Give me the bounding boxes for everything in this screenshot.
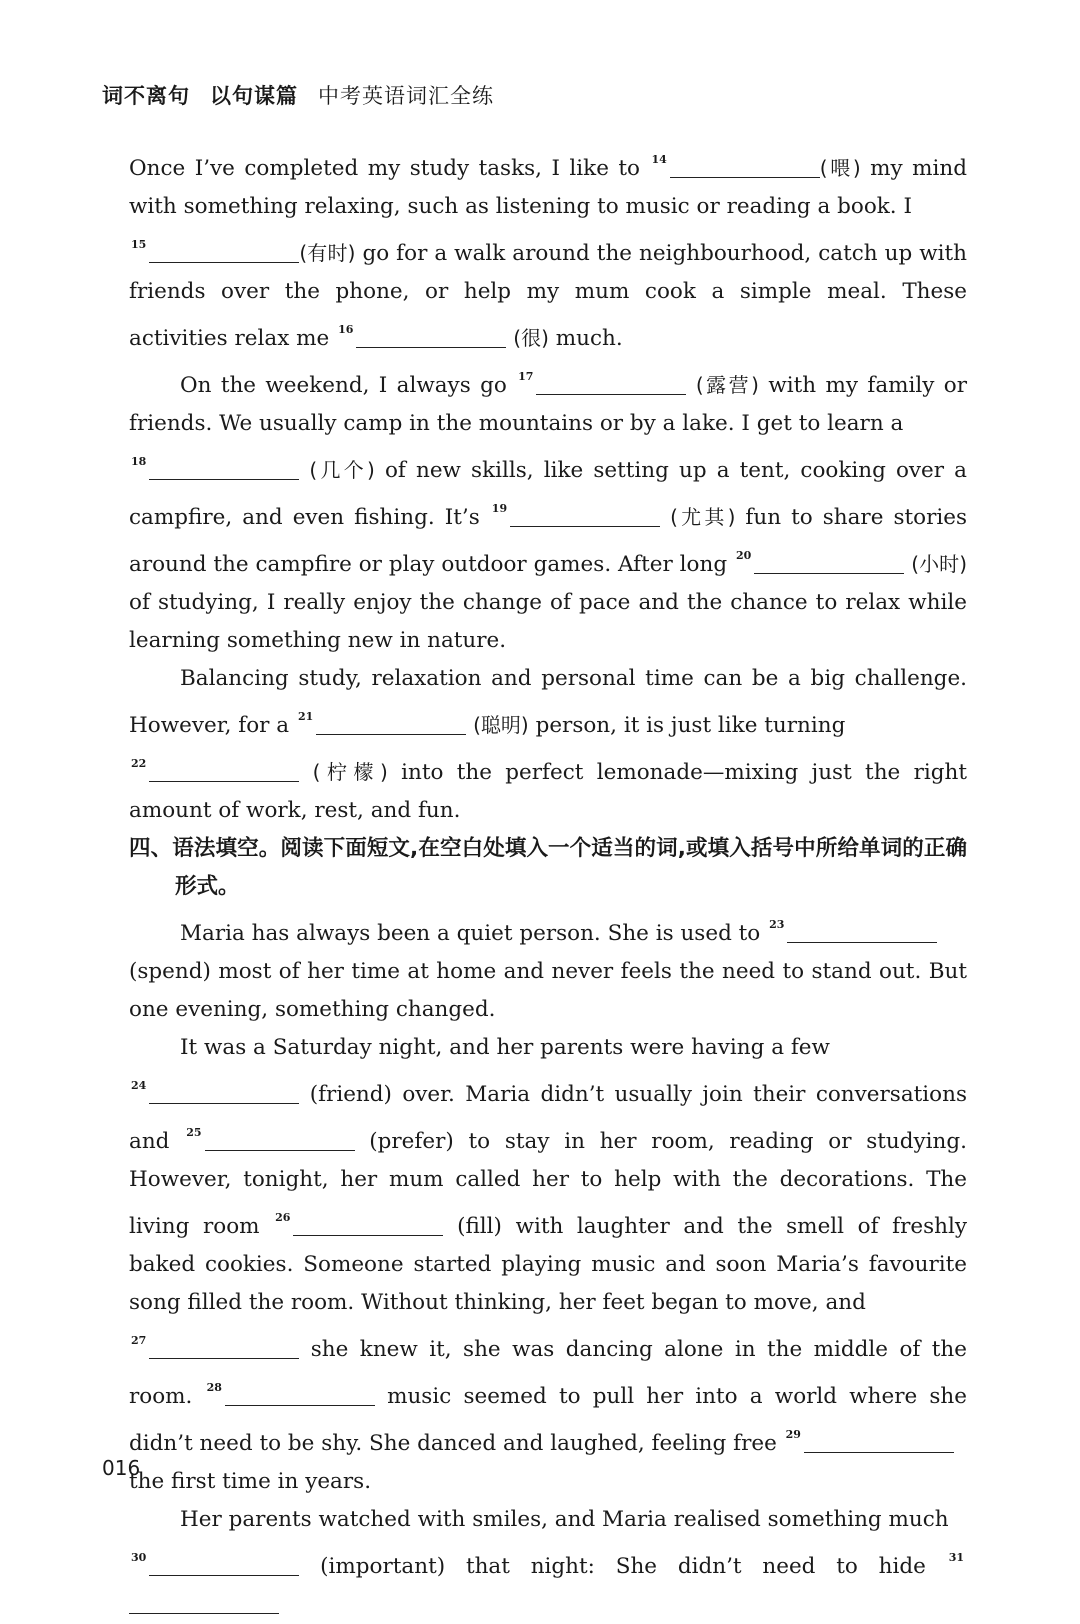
answer-blank-24[interactable] [149, 1079, 299, 1104]
blank-number-25: 25 [186, 1126, 202, 1139]
answer-blank-16[interactable] [356, 323, 506, 348]
text-run: Once I’ve completed my study tasks, I like to [129, 156, 640, 181]
text-run: with laughter and the smell of freshly baked cookies. Someone started playing music and soon Maria’s favourite song filled the room. Without thinking, her feet began to move, and [129, 1214, 967, 1315]
hint-30: (important) [320, 1554, 446, 1579]
answer-blank-29[interactable] [804, 1428, 954, 1453]
text-run: to stay in her room, reading or studying. However, tonight, her mum called her to help with the decorations. The living room [129, 1129, 967, 1239]
text-run: most of her time at home and never feels the need to stand out. But one evening, something changed. [129, 959, 967, 1022]
blank-number-15: 15 [131, 238, 147, 251]
hint-16: (很) [513, 326, 549, 350]
hint-25: (prefer) [369, 1129, 454, 1154]
text-run: fun to share stories around the campfire or play outdoor games. After long [129, 505, 967, 577]
hint-14: (喂) [819, 156, 861, 180]
text-run: Her parents watched with smiles, and Maria realised something much [180, 1507, 949, 1532]
answer-blank-25[interactable] [205, 1126, 355, 1151]
answer-blank-28[interactable] [225, 1381, 375, 1406]
answer-blank-18[interactable] [149, 455, 299, 480]
blank-number-28: 28 [206, 1381, 222, 1394]
blank-number-23: 23 [769, 918, 785, 931]
blank-number-30: 30 [131, 1551, 147, 1564]
blank-number-24: 24 [131, 1079, 147, 1092]
answer-blank-22[interactable] [149, 757, 299, 782]
text-run: into the perfect lemonade—mixing just the right amount of work, rest, and fun. [129, 760, 967, 823]
hint-18: (几个) [309, 458, 375, 482]
text-run: person, it is just like turning [535, 713, 846, 738]
blank-number-16: 16 [338, 323, 354, 336]
hint-23: (spend) [129, 959, 211, 984]
text-run: she knew it, she was dancing alone in the middle of the room. [129, 1337, 968, 1409]
hint-24: (friend) [309, 1082, 392, 1107]
page-number: 016 [102, 1456, 141, 1480]
hint-21: (聪明) [473, 713, 529, 737]
hint-26: (fill) [457, 1214, 502, 1239]
answer-blank-15[interactable] [149, 238, 299, 263]
hint-19: (尤其) [670, 505, 736, 529]
answer-blank-23[interactable] [787, 918, 937, 943]
text-run: music seemed to pull her into a world where she didn’t need to be shy. She danced and laughed, feeling free [129, 1384, 967, 1456]
blank-number-21: 21 [297, 710, 314, 723]
hint-15: (有时) [299, 241, 356, 265]
answer-blank-19[interactable] [510, 502, 660, 527]
answer-blank-26[interactable] [293, 1211, 443, 1236]
answer-blank-17[interactable] [536, 370, 686, 395]
text-run: that night: She didn’t need to hide [465, 1554, 926, 1579]
blank-number-14: 14 [651, 153, 667, 166]
answer-blank-31[interactable] [129, 1589, 279, 1614]
blank-number-26: 26 [275, 1211, 291, 1224]
text-run: It was a Saturday night, and her parents were having a few [180, 1035, 830, 1060]
answer-blank-27[interactable] [149, 1334, 299, 1359]
series-title-b: 以句谋篇 [210, 84, 298, 108]
book-title: 中考英语词汇全练 [318, 84, 494, 108]
text-run: over. Maria didn’t usually join their conversations and [129, 1082, 967, 1154]
passage2-paragraph-3 [129, 1501, 967, 1624]
blank-number-27: 27 [131, 1334, 147, 1347]
text-run: Balancing study, relaxation and personal time can be a big challenge. However, for a [129, 666, 967, 738]
text-run: of studying, I really enjoy the change of pace and the chance to relax while learning something new in nature. [129, 590, 967, 653]
blank-number-29: 29 [785, 1428, 801, 1441]
text-run: my mind with something relaxing, such as listening to music or reading a book. I [129, 156, 967, 219]
blank-number-31: 31 [948, 1551, 965, 1564]
series-title-a: 词不离句 [102, 84, 190, 108]
passage1-paragraph-3 [129, 660, 967, 830]
text-run: with my family or friends. We usually camp in the mountains or by a lake. I get to learn a [129, 373, 967, 436]
blank-number-19: 19 [491, 502, 508, 515]
section-4-instruction: 四、语法填空。阅读下面短文,在空白处填入一个适当的词,或填入括号中所给单词的正确形式。 [129, 836, 967, 899]
passage2-paragraph-2 [129, 1029, 967, 1501]
text-run: much. [555, 326, 623, 351]
running-header [102, 80, 494, 110]
text-run: On the weekend, I always go [180, 373, 507, 398]
text-run: Maria has always been a quiet person. She is used to [180, 921, 761, 946]
answer-blank-21[interactable] [316, 710, 466, 735]
hint-22: (柠檬) [312, 760, 388, 784]
answer-blank-14[interactable] [670, 153, 820, 178]
blank-number-20: 20 [736, 549, 752, 562]
passage1-paragraph-1 [129, 141, 967, 358]
text-run: go for a walk around the neighbourhood, catch up with friends over the phone, or help my mum cook a simple meal. These activities relax me [129, 241, 968, 351]
answer-blank-30[interactable] [149, 1551, 299, 1576]
passage2-paragraph-1 [129, 906, 967, 1029]
text-run: of new skills, like setting up a tent, cooking over a campfire, and even fishing. It’s [129, 458, 967, 530]
text-run: the first time in years. [129, 1469, 372, 1494]
hint-17: (露营) [695, 373, 759, 397]
passage1-paragraph-2 [129, 358, 967, 660]
blank-number-22: 22 [131, 757, 147, 770]
blank-number-17: 17 [518, 370, 534, 383]
hint-20: (小时) [911, 552, 968, 576]
page-body [129, 141, 967, 1624]
blank-number-18: 18 [131, 455, 147, 468]
answer-blank-20[interactable] [754, 549, 904, 574]
